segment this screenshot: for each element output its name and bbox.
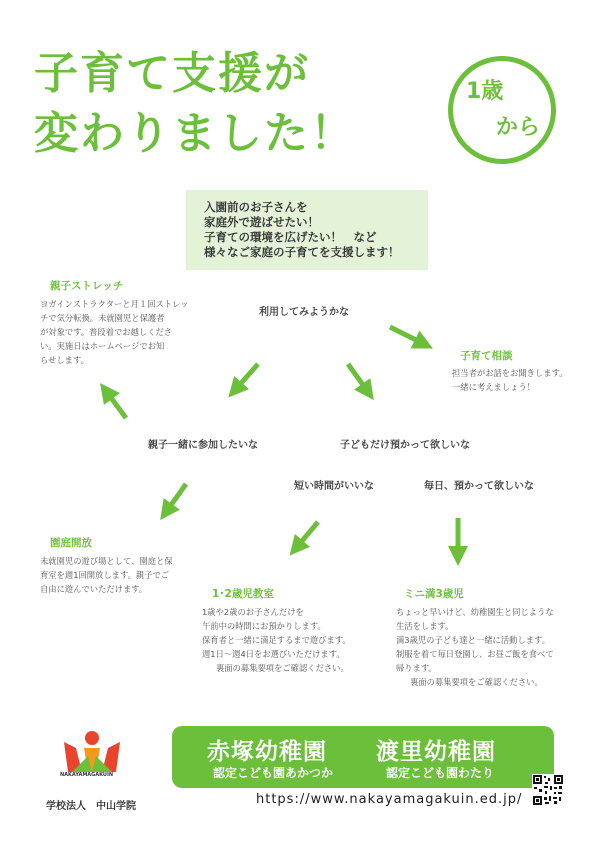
intro-line: 様々なご家庭の子育てを支援します！ — [204, 245, 400, 259]
flow-mainichi: 毎日、預かって欲しいな — [424, 481, 534, 492]
mini-line: ちょっと早いけど、幼稚園生と同じような — [396, 607, 554, 617]
oyako-heading: 親子ストレッチ — [50, 280, 124, 292]
oyako-line: が対象です。普段着でお越しくださ — [40, 327, 173, 337]
arrow-to-oyako-sanka — [235, 364, 258, 390]
oyako-body — [40, 297, 189, 367]
intro-line: 家庭外で遊ばせたい！ — [204, 215, 319, 229]
soudan-line: 一緒に考えましょう！ — [452, 382, 535, 392]
age-badge-line-2: から — [496, 115, 541, 140]
kyoushitsu-line: 保育者と一緒に満足するまで遊びます。 — [202, 635, 351, 645]
mini-note: 裏面の募集要項をご確認ください。 — [410, 677, 543, 687]
oyako-line: ヨガインストラクターと月１回ストレッ — [40, 299, 189, 309]
oyako-line: らせします。 — [40, 355, 89, 365]
kyoushitsu-line: 午前中の時間にお預かりします。 — [202, 621, 326, 631]
teien-heading: 園庭開放 — [50, 537, 92, 549]
kyoushitsu-line: 週1日～週4日をお選びいただけます。 — [202, 649, 345, 659]
kyoushitsu-note: 裏面の募集要項をご確認ください。 — [216, 663, 349, 673]
arrow-to-soudan — [390, 327, 424, 344]
flow-oyako-sanka: 親子一緒に参加したいな — [148, 440, 258, 451]
oyako-line: チで気分転換。未就園児と保護者 — [40, 313, 165, 323]
mini-line: 帰ります。 — [396, 663, 437, 673]
flow-riyou: 利用してみようかな — [259, 307, 349, 318]
soudan-heading: 子育て相談 — [460, 350, 513, 362]
arrow-to-kodomo-dake — [348, 364, 368, 392]
kyoushitsu-body — [202, 605, 351, 675]
teien-body — [40, 554, 173, 596]
watari-sub: 認定こども園わたり — [386, 766, 495, 780]
flow-mijikai: 短い時間がいいな — [294, 481, 374, 492]
intro-line: 入園前のお子さんを — [204, 200, 308, 214]
teien-line: 自由に遊んでいただけます。 — [40, 584, 148, 594]
watari-name: 渡里幼稚園 — [376, 739, 496, 765]
website-url[interactable]: https://www.nakayamagakuin.ed.jp/ — [256, 792, 523, 807]
org-name: 学校法人 中山学院 — [46, 801, 136, 812]
arrow-to-kyoushitsu — [296, 522, 318, 548]
mini-heading: ミニ満3歳児 — [404, 588, 464, 600]
akatsuka-sub: 認定こども園あかつか — [213, 766, 334, 780]
school-logo-icon — [62, 730, 122, 774]
kyoushitsu-line: 1歳や2歳のお子さんだけを — [202, 607, 304, 617]
arrow-to-teien — [166, 484, 186, 512]
mini-line: 制服を着て毎日登園し、お昼ご飯を食べて — [396, 649, 554, 659]
mini-line: 満3歳児の子ども達と一緒に活動します。 — [396, 635, 550, 645]
title-line-1: 子育て支援が — [34, 48, 310, 99]
mini-line: 生活をします。 — [396, 621, 454, 631]
akatsuka-name: 赤塚幼稚園 — [207, 739, 327, 765]
soudan-line: 担当者がお話をお聞きします。 — [452, 368, 568, 378]
age-badge-line-1: 1歳 — [466, 79, 504, 104]
teien-line: 育室を週1回開放します。親子でご — [40, 570, 170, 580]
title-line-2: 変わりました！ — [34, 108, 356, 159]
teien-line: 未就園児の遊び場として、園庭と保 — [40, 556, 173, 566]
flow-kodomo-dake: 子どもだけ預かって欲しいな — [340, 440, 470, 451]
intro-line: 子育ての環境を広げたい！ など — [204, 230, 377, 244]
soudan-body — [452, 366, 568, 394]
mini-body — [396, 605, 554, 689]
oyako-line: い。実施日はホームページでお知 — [40, 341, 165, 351]
kyoushitsu-heading: 1･2歳児教室 — [212, 588, 274, 600]
arrow-to-oyako — [106, 391, 126, 418]
logo-text: NAKAYAMAGAKUIN — [60, 772, 114, 778]
qr-code-icon — [532, 774, 564, 806]
